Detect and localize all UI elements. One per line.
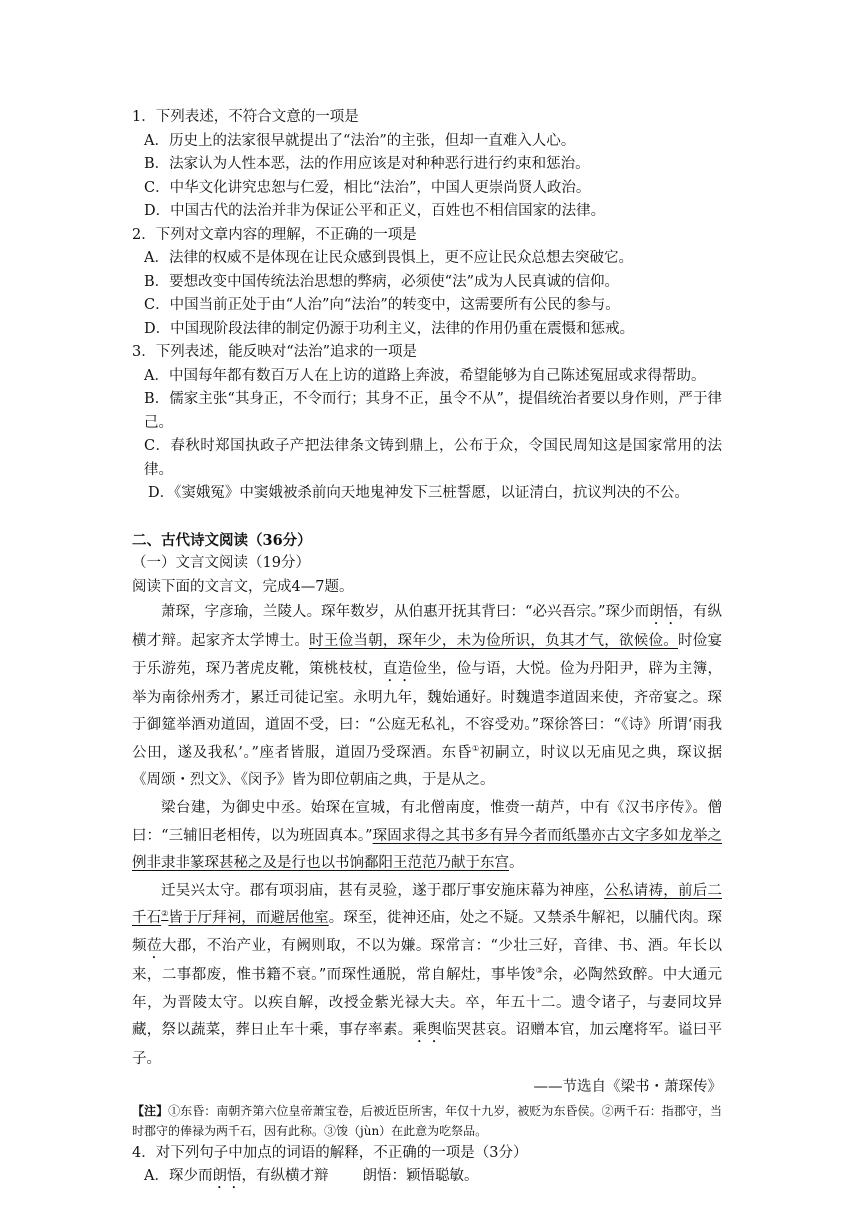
dotted-word: 莅 xyxy=(146,937,162,954)
section-2-subtitle: （一）文言文阅读（19分） xyxy=(132,555,310,571)
passage-source: ——节选自《梁书・萧琛传》 xyxy=(533,1078,722,1095)
dotted-word: 乘舆 xyxy=(412,1022,442,1039)
question-2-option-d: D．中国现阶段法律的制定仍源于功利主义，法律的作用仍重在震慑和惩戒。 xyxy=(144,320,635,337)
question-4-stem: 4．对下列句子中加点的词语的解释，不正确的一项是（3分） xyxy=(132,1144,528,1161)
text-run: 。琛至，徙神还庙，处之不疑。又禁杀牛解祀，以脯代肉。琛频 xyxy=(132,910,723,954)
option-gloss: 朗悟：颖悟聪敏。 xyxy=(362,1167,479,1184)
footnote-lead: 【注】 xyxy=(132,1103,169,1118)
text-run: 迁吴兴太守。郡有项羽庙，甚有灵验，遂于郡厅事安施床幕为神座， xyxy=(161,882,605,899)
footnote-text: ①东昏：南朝齐第六位皇帝萧宝卷，后被近臣所害，年仅十九岁，被贬为东昏侯。②两千石：指郡守，当时郡守的俸禄为两千石，因有此称。③馂（jùn）在此意为吃祭品。 xyxy=(132,1103,722,1138)
text-run: 临哭甚哀。诏赠本官，加云麾将军。谥曰平子。 xyxy=(132,1022,723,1068)
footnote-marker: ② xyxy=(161,909,169,919)
question-3-option-b: B．儒家主张“其身正，不令而行；其身不正，虽令不从”，提倡统治者要以身作则，严于律己。 xyxy=(144,391,722,431)
text-run: 萧琛，字彦瑜，兰陵人。琛年数岁，从伯惠开抚其背曰：“必兴吾宗。”琛少而 xyxy=(161,604,650,620)
question-2 xyxy=(132,224,722,342)
dotted-word: 朗悟 xyxy=(212,1167,242,1184)
passage-paragraph-2 xyxy=(132,795,722,878)
underlined-sentence: 琛固求得之其书多有异今者而纸墨亦古文字多如龙举之例非隶非篆琛甚秘之及是行也以书饷鄱阳王范范乃献于东宫 xyxy=(132,827,723,872)
text-run: 梁台建，为御史中丞。始琛在宣城，有北僧南度，惟赍一葫芦，中有《汉书序传》。僧曰：“三辅旧老相传，以为班固真本。” xyxy=(132,799,722,844)
passage-paragraph-1 xyxy=(132,599,722,795)
text-run: ，有纵横才辩 xyxy=(241,1167,329,1184)
footnotes xyxy=(132,1101,722,1141)
text-run: 初嗣立，时议以无庙见之典，琛议据《周颂・烈文》、《闵予》皆为即位朝庙之典，于是从之。 xyxy=(132,744,723,789)
question-3-option-c: C．春秋时郑国执政子产把法律条文铸到鼎上，公布于众，令国民周知这是国家常用的法律。 xyxy=(144,438,722,478)
section-2-title: 二、古代诗文阅读（36分） xyxy=(132,531,312,549)
text-run: 时俭宴于乐游苑，琛乃著虎皮靴，策桃枝杖， xyxy=(132,633,723,677)
passage-paragraph-3 xyxy=(132,878,722,1074)
text-run: 。 xyxy=(509,855,524,872)
dotted-word: 朗悟 xyxy=(649,604,679,620)
text-run: ，有纵横才辩。起家齐太学博士。 xyxy=(132,604,722,649)
footnote-marker: ③ xyxy=(535,966,544,976)
classical-passage xyxy=(132,599,722,1101)
question-3-stem: 3．下列表述，能反映对“法治”追求的一项是 xyxy=(132,344,418,360)
question-1-stem: 1．下列表述，不符合文意的一项是 xyxy=(132,109,359,125)
section-2-instruction: 阅读下面的文言文，完成4—7题。 xyxy=(132,578,354,595)
page-content xyxy=(132,106,722,1192)
spacer xyxy=(132,506,722,529)
text-run: 大郡，不治产业，有阙则取，不以为嫌。琛常言：“少壮三好，音律、书、酒。年长以来，二事都废，惟书籍不衰。”而琛性通脱，常自解灶，事毕馂 xyxy=(132,937,723,983)
question-4-option-a xyxy=(132,1165,722,1192)
dotted-word: 直造 xyxy=(382,660,413,677)
text-run: 俭坐，俭与语，大悦。俭为丹阳尹，辟为主簿，举为南徐州秀才，累迁司徒记室。永明九年，魏始通好。时魏遣李道固来使，齐帝宴之。琛于御筵举酒劝道固，道固不受，曰：“公庭无私礼，不容受劝。”琛徐答曰：“《诗》所谓‘雨我公田，遂及我私’。”座者皆服，道固乃受琛酒。东昏 xyxy=(132,660,723,761)
footnote-marker: ① xyxy=(472,743,480,753)
question-2-option-c: C．中国当前正处于由“人治”向“法治”的转变中，这需要所有公民的参与。 xyxy=(144,297,620,313)
underlined-sentence: 时王俭当朝，琛年少，未为俭所识，负其才气，欲候俭。 xyxy=(309,633,678,649)
question-3-option-a: A．中国每年都有数百万人在上访的道路上奔波，希望能够为自己陈述冤屈或求得帮助。 xyxy=(144,367,706,384)
question-2-option-a: A．法律的权威不是体现在让民众感到畏惧上，更不应让民众总想去突破它。 xyxy=(144,250,633,266)
text-run: 余，必陶然致醉。中大通元年，为晋陵太守。以疾自解，改授金紫光禄大夫。卒，年五十二。遗令诸子，与妻同坟异藏，祭以蔬菜，葬日止车十乘，事存率素。 xyxy=(132,966,722,1039)
question-3-option-d: D．《窦娥冤》中窦娥被杀前向天地鬼神发下三桩誓愿，以证清白，抗议判决的不公。 xyxy=(148,485,689,501)
question-3 xyxy=(132,341,722,506)
question-1-option-c: C．中华文化讲究忠恕与仁爱，相比“法治”，中国人更崇尚贤人政治。 xyxy=(144,179,591,196)
question-1-option-a: A．历史上的法家很早就提出了“法治”的主张，但却一直难入人心。 xyxy=(144,132,576,149)
question-2-option-b: B．要想改变中国传统法治思想的弊病，必须使“法”成为人民真诚的信仰。 xyxy=(144,273,619,290)
underlined-sentence: 公私请祷，前后二千石 xyxy=(132,882,723,927)
underlined-sentence: 皆于厅拜祠，而避居他室 xyxy=(168,910,329,927)
section-2-header xyxy=(132,529,722,600)
question-2-stem: 2．下列对文章内容的理解，不正确的一项是 xyxy=(132,226,417,243)
question-1 xyxy=(132,106,722,224)
text-run: A．琛少而 xyxy=(144,1167,213,1184)
question-1-option-b: B．法家认为人性本恶，法的作用应该是对种种恶行进行约束和惩治。 xyxy=(144,156,590,172)
question-4 xyxy=(132,1141,722,1192)
question-1-option-d: D．中国古代的法治并非为保证公平和正义，百姓也不相信国家的法律。 xyxy=(144,203,606,219)
